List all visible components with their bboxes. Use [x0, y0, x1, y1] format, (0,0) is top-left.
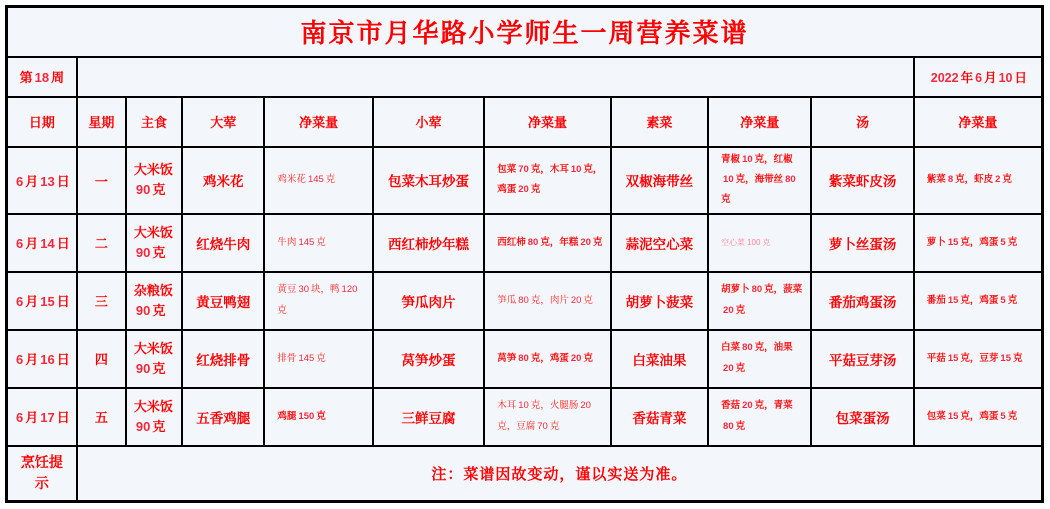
sucai-qty-cell: 胡萝卜 80 克，菠菜20 克: [708, 272, 811, 330]
staple-cell: 杂粮饭90 克: [126, 272, 182, 330]
date-cell: 6 月 17 日: [7, 388, 77, 446]
soup-qty-cell: 紫菜 8 克，虾皮 2 克: [914, 147, 1043, 214]
dahun-qty-cell: 黄豆 30 块，鸭 120克: [264, 272, 372, 330]
soup-dish-cell: 紫菜虾皮汤: [811, 147, 913, 214]
staple-cell: 大米饭90 克: [126, 388, 182, 446]
weekly-menu-table: [5, 5, 1044, 503]
sucai-dish-cell: 胡萝卜菠菜: [611, 272, 708, 330]
col-header-qty-dahun: 净菜量: [264, 97, 372, 147]
col-header-qty-soup: 净菜量: [914, 97, 1043, 147]
dahun-qty-cell: 牛肉 145 克: [264, 214, 372, 272]
weekday-cell: 三: [77, 272, 126, 330]
sucai-dish-cell: 香菇青菜: [611, 388, 708, 446]
col-header-sucai: 素菜: [611, 97, 708, 147]
header-row: [7, 97, 1043, 147]
dahun-dish-cell: 五香鸡腿: [182, 388, 264, 446]
soup-dish-cell: 番茄鸡蛋汤: [811, 272, 913, 330]
xiaohun-qty-cell: 笋瓜 80 克，肉片 20 克: [484, 272, 610, 330]
menu-row-friday: [7, 388, 1043, 446]
soup-qty-cell: 平菇 15 克，豆芽 15 克: [914, 330, 1043, 388]
col-header-soup: 汤: [811, 97, 913, 147]
xiaohun-dish-cell: 三鲜豆腐: [373, 388, 484, 446]
menu-row-wednesday: [7, 272, 1043, 330]
dahun-dish-cell: 黄豆鸭翅: [182, 272, 264, 330]
xiaohun-qty-cell: 西红柿 80 克，年糕 20 克: [484, 214, 610, 272]
dahun-dish-cell: 红烧排骨: [182, 330, 264, 388]
date-cell: 6 月 14 日: [7, 214, 77, 272]
footer-row: [7, 446, 1043, 502]
menu-row-thursday: [7, 330, 1043, 388]
xiaohun-qty-cell: 木耳 10 克，火腿肠 20克，豆腐 70 克: [484, 388, 610, 446]
sucai-dish-cell: 白菜油果: [611, 330, 708, 388]
weekday-cell: 四: [77, 330, 126, 388]
xiaohun-dish-cell: 包菜木耳炒蛋: [373, 147, 484, 214]
issued-date: 2022 年 6 月 10 日: [914, 57, 1043, 97]
col-header-staple: 主食: [126, 97, 182, 147]
sucai-qty-cell: 白菜 80 克，油果20 克: [708, 330, 811, 388]
sucai-qty-cell: 香菇 20 克，青菜80 克: [708, 388, 811, 446]
weekday-cell: 一: [77, 147, 126, 214]
dahun-qty-cell: 排骨 145 克: [264, 330, 372, 388]
menu-table-frame: [5, 5, 1044, 503]
week-row: [7, 57, 1043, 97]
page-title: 南京市月华路小学师生一周营养菜谱: [7, 7, 1043, 57]
soup-qty-cell: 包菜 15 克，鸡蛋 5 克: [914, 388, 1043, 446]
col-header-weekday: 星期: [77, 97, 126, 147]
col-header-xiaohun: 小荤: [373, 97, 484, 147]
staple-cell: 大米饭90 克: [126, 214, 182, 272]
col-header-qty-xiaohun: 净菜量: [484, 97, 610, 147]
soup-qty-cell: 萝卜 15 克，鸡蛋 5 克: [914, 214, 1043, 272]
xiaohun-qty-cell: 莴笋 80 克，鸡蛋 20 克: [484, 330, 610, 388]
soup-dish-cell: 平菇豆芽汤: [811, 330, 913, 388]
menu-change-note: 注：菜谱因故变动，谨以实送为准。: [77, 446, 1043, 502]
sucai-qty-cell: 空心菜 100 克: [708, 214, 811, 272]
date-cell: 6 月 15 日: [7, 272, 77, 330]
staple-cell: 大米饭90 克: [126, 147, 182, 214]
date-cell: 6 月 13 日: [7, 147, 77, 214]
sucai-dish-cell: 蒜泥空心菜: [611, 214, 708, 272]
dahun-qty-cell: 鸡米花 145 克: [264, 147, 372, 214]
week-number: 第 18 周: [7, 57, 77, 97]
menu-row-monday: [7, 147, 1043, 214]
xiaohun-qty-cell: 包菜 70 克，木耳 10 克，鸡蛋 20 克: [484, 147, 610, 214]
weekday-cell: 二: [77, 214, 126, 272]
soup-qty-cell: 番茄 15 克，鸡蛋 5 克: [914, 272, 1043, 330]
dahun-dish-cell: 红烧牛肉: [182, 214, 264, 272]
soup-dish-cell: 萝卜丝蛋汤: [811, 214, 913, 272]
col-header-qty-sucai: 净菜量: [708, 97, 811, 147]
weekday-cell: 五: [77, 388, 126, 446]
cooking-tip-label: 烹饪提示: [7, 446, 77, 502]
col-header-date: 日期: [7, 97, 77, 147]
sucai-qty-cell: 青椒 10 克，红椒10 克，海带丝 80克: [708, 147, 811, 214]
week-row-spacer: [77, 57, 914, 97]
staple-cell: 大米饭90 克: [126, 330, 182, 388]
xiaohun-dish-cell: 西红柿炒年糕: [373, 214, 484, 272]
xiaohun-dish-cell: 笋瓜肉片: [373, 272, 484, 330]
xiaohun-dish-cell: 莴笋炒蛋: [373, 330, 484, 388]
title-row: [7, 7, 1043, 57]
date-cell: 6 月 16 日: [7, 330, 77, 388]
soup-dish-cell: 包菜蛋汤: [811, 388, 913, 446]
sucai-dish-cell: 双椒海带丝: [611, 147, 708, 214]
menu-row-tuesday: [7, 214, 1043, 272]
dahun-dish-cell: 鸡米花: [182, 147, 264, 214]
col-header-dahun: 大荤: [182, 97, 264, 147]
dahun-qty-cell: 鸡腿 150 克: [264, 388, 372, 446]
